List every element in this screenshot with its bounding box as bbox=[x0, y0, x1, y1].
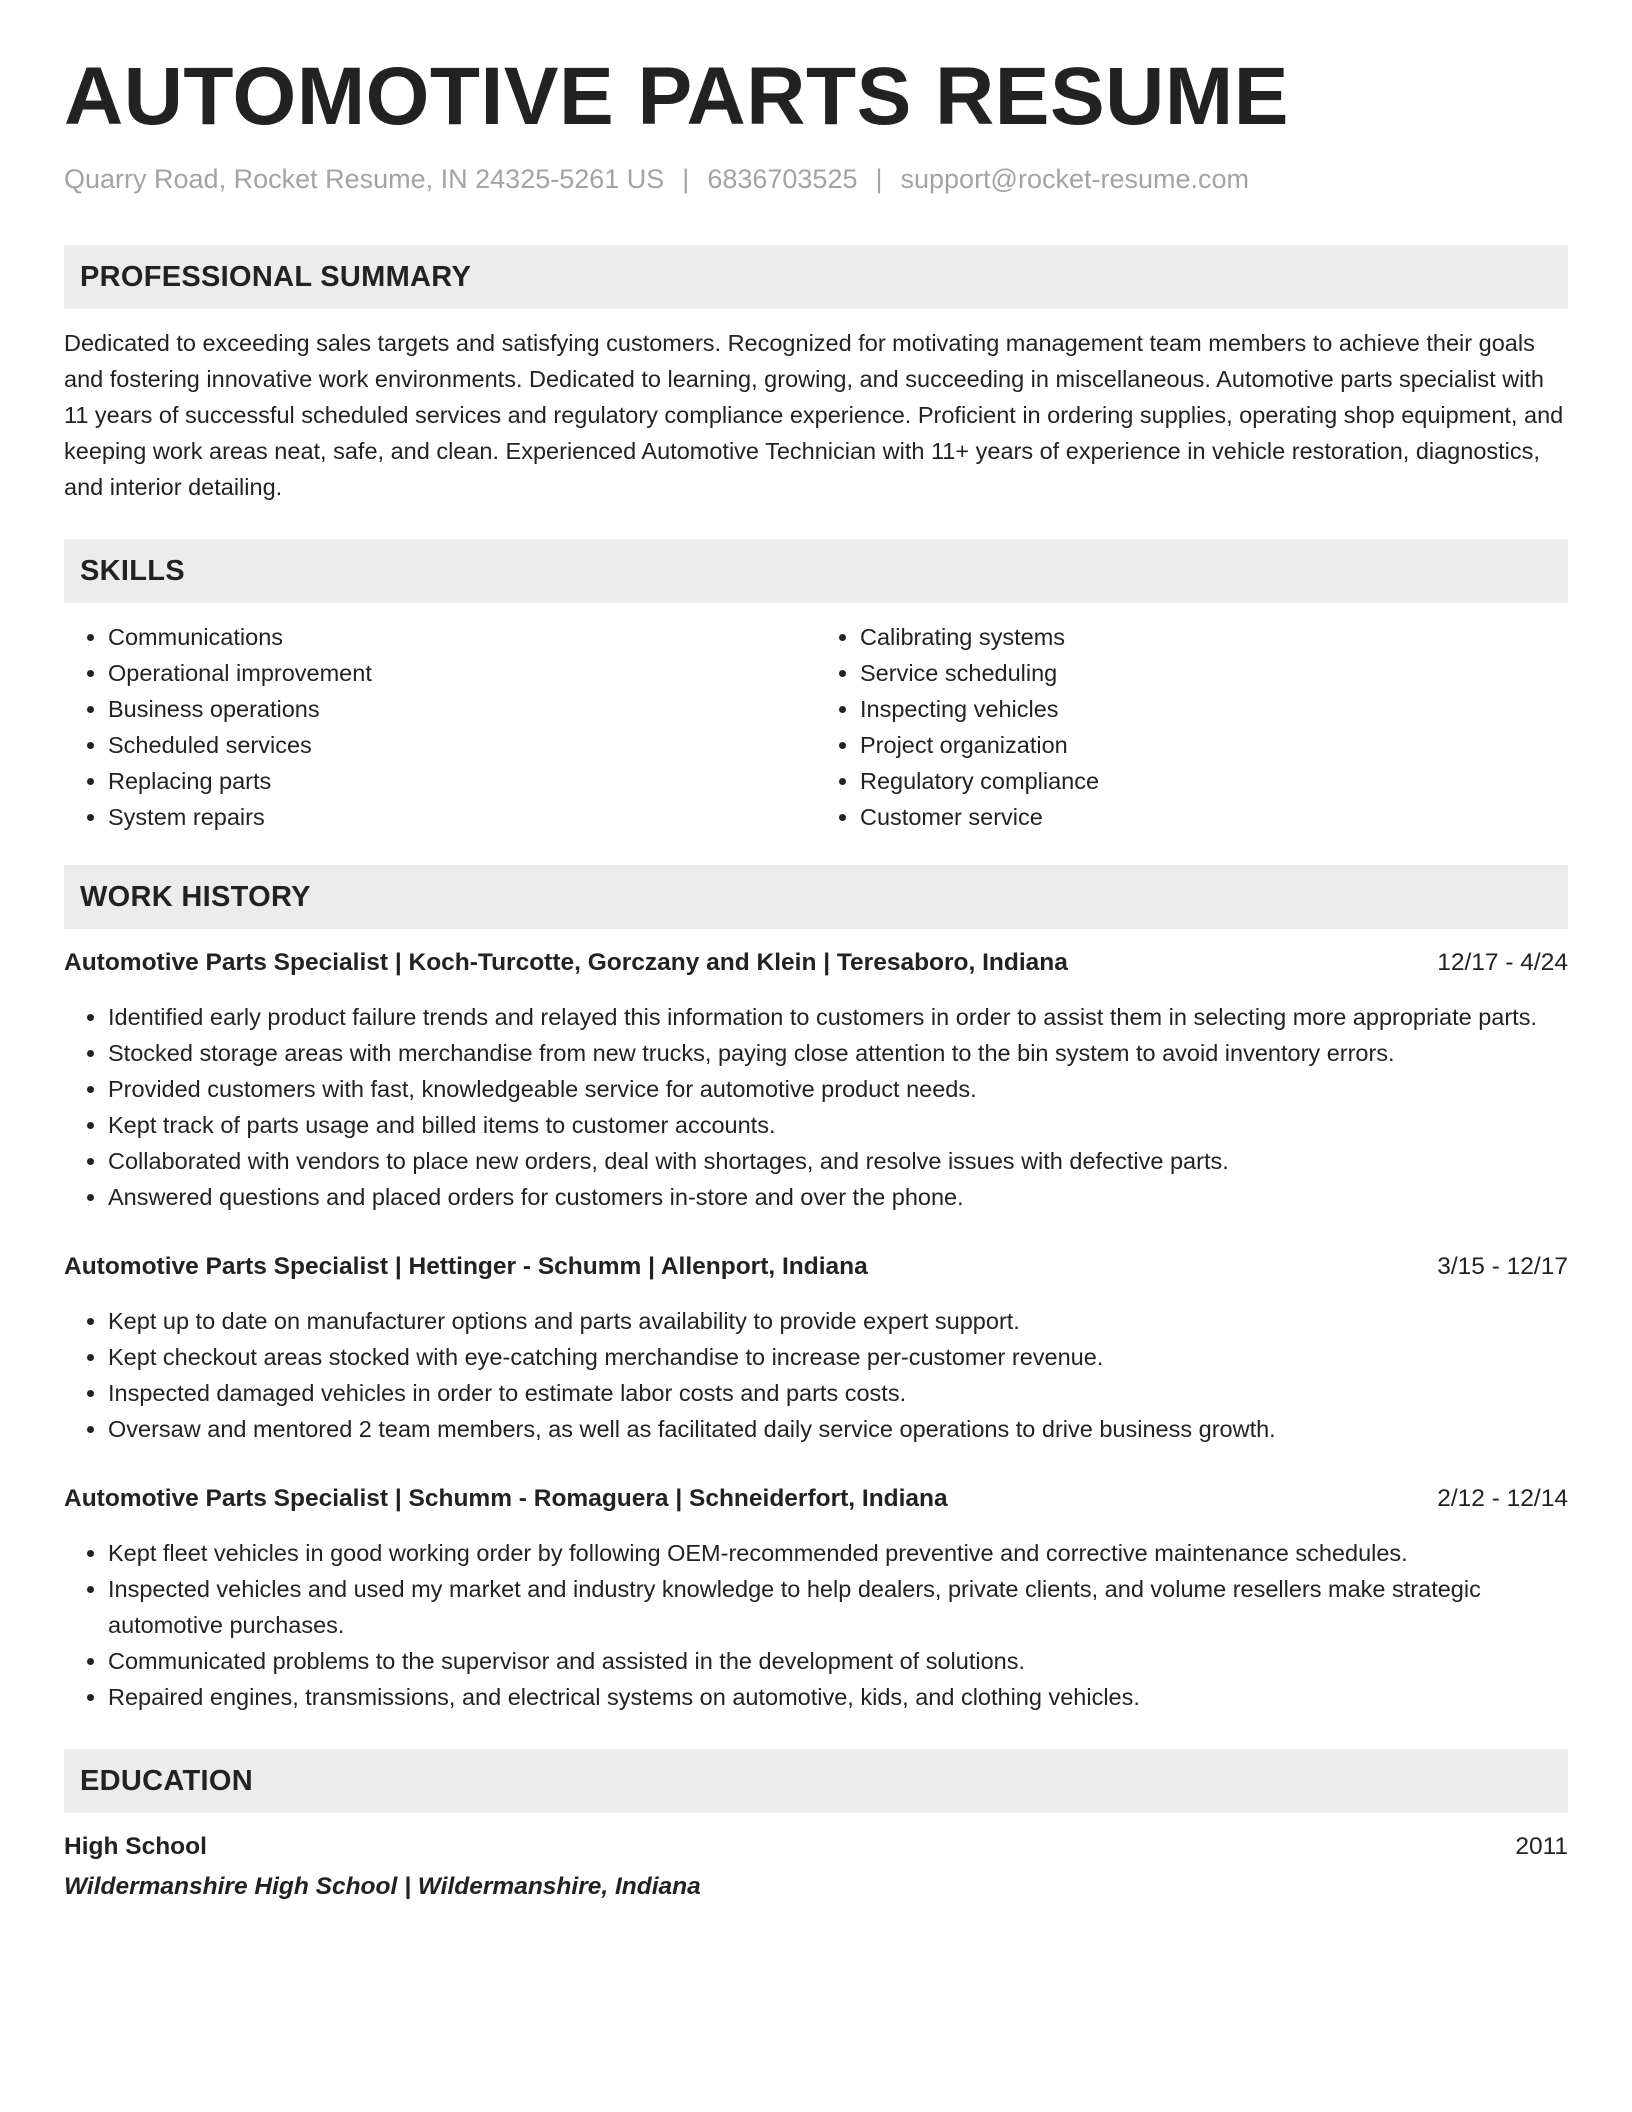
education-degree: High School bbox=[64, 1833, 207, 1860]
contact-address: Quarry Road, Rocket Resume, IN 24325-5261 US bbox=[64, 164, 665, 194]
job-bullets bbox=[64, 999, 1568, 1215]
skill-item: • Calibrating systems bbox=[860, 619, 1568, 655]
skills-columns bbox=[64, 619, 1568, 835]
job-title: Automotive Parts Specialist | Hettinger - Schumm | Allenport, Indiana bbox=[64, 1253, 868, 1280]
job-bullet: • Repaired engines, transmissions, and electrical systems on automotive, kids, and clothing vehicles. bbox=[108, 1679, 1568, 1715]
skill-item: • Scheduled services bbox=[108, 727, 816, 763]
skill-item: • System repairs bbox=[108, 799, 816, 835]
skill-item: • Customer service bbox=[860, 799, 1568, 835]
job-dates: 12/17 - 4/24 bbox=[1437, 949, 1568, 976]
skills-list-left bbox=[64, 619, 816, 835]
contact-email: support@rocket-resume.com bbox=[900, 164, 1250, 194]
skill-item: • Operational improvement bbox=[108, 655, 816, 691]
job-bullet: • Collaborated with vendors to place new orders, deal with shortages, and resolve issues with defective parts. bbox=[108, 1143, 1568, 1179]
job-bullet: • Inspected vehicles and used my market and industry knowledge to help dealers, private clients, and volume resellers make strategic automotive purchases. bbox=[108, 1571, 1568, 1643]
contact-line bbox=[64, 164, 1568, 195]
summary-text: Dedicated to exceeding sales targets and satisfying customers. Recognized for motivating management team members to achieve their goals and fostering innovative work environments. Dedicated to learning, growing, and succeeding in miscellaneous. Automotive parts specialist with 11 years of successful scheduled services and regulatory compliance experience. Proficient in ordering supplies, operating shop equipment, and keeping work areas neat, safe, and clean. Experienced Automotive Technician with 11+ years of experience in vehicle restoration, diagnostics, and interior detailing. bbox=[64, 330, 1564, 500]
skill-item: • Business operations bbox=[108, 691, 816, 727]
job-bullets bbox=[64, 1303, 1568, 1447]
job-bullet: • Stocked storage areas with merchandise from new trucks, paying close attention to the bin system to avoid inventory errors. bbox=[108, 1035, 1568, 1071]
contact-separator: | bbox=[682, 164, 690, 194]
job-header bbox=[64, 945, 1568, 981]
education-year: 2011 bbox=[1515, 1833, 1568, 1860]
education-heading: EDUCATION bbox=[64, 1749, 1568, 1813]
work-history-heading: WORK HISTORY bbox=[64, 865, 1568, 929]
summary-heading: PROFESSIONAL SUMMARY bbox=[64, 245, 1568, 309]
skills-heading: SKILLS bbox=[64, 539, 1568, 603]
job-bullet: • Inspected damaged vehicles in order to estimate labor costs and parts costs. bbox=[108, 1375, 1568, 1411]
job-title: Automotive Parts Specialist | Schumm - Romaguera | Schneiderfort, Indiana bbox=[64, 1485, 948, 1512]
education-header bbox=[64, 1829, 1568, 1865]
job-entry bbox=[64, 1481, 1568, 1715]
contact-phone: 6836703525 bbox=[707, 164, 858, 194]
job-entry bbox=[64, 1249, 1568, 1447]
skill-item: • Project organization bbox=[860, 727, 1568, 763]
job-bullets bbox=[64, 1535, 1568, 1715]
job-entry bbox=[64, 945, 1568, 1215]
job-header bbox=[64, 1249, 1568, 1285]
job-dates: 3/15 - 12/17 bbox=[1437, 1253, 1568, 1280]
job-bullet: • Kept checkout areas stocked with eye-catching merchandise to increase per-customer revenue. bbox=[108, 1339, 1568, 1375]
job-bullet: • Kept track of parts usage and billed items to customer accounts. bbox=[108, 1107, 1568, 1143]
job-bullet: • Communicated problems to the supervisor and assisted in the development of solutions. bbox=[108, 1643, 1568, 1679]
job-bullet: • Kept up to date on manufacturer options and parts availability to provide expert support. bbox=[108, 1303, 1568, 1339]
job-dates: 2/12 - 12/14 bbox=[1437, 1485, 1568, 1512]
contact-separator: | bbox=[875, 164, 883, 194]
skill-item: • Inspecting vehicles bbox=[860, 691, 1568, 727]
skill-item: • Replacing parts bbox=[108, 763, 816, 799]
education-school: Wildermanshire High School | Wildermanshire, Indiana bbox=[64, 1873, 701, 1900]
skill-item: • Communications bbox=[108, 619, 816, 655]
job-bullet: • Oversaw and mentored 2 team members, as well as facilitated daily service operations to drive business growth. bbox=[108, 1411, 1568, 1447]
skill-item: • Regulatory compliance bbox=[860, 763, 1568, 799]
job-title: Automotive Parts Specialist | Koch-Turcotte, Gorczany and Klein | Teresaboro, Indiana bbox=[64, 949, 1068, 976]
job-bullet: • Identified early product failure trends and relayed this information to customers in order to assist them in selecting more appropriate parts. bbox=[108, 999, 1568, 1035]
job-bullet: • Kept fleet vehicles in good working order by following OEM-recommended preventive and corrective maintenance schedules. bbox=[108, 1535, 1568, 1571]
skills-list-right bbox=[816, 619, 1568, 835]
skill-item: • Service scheduling bbox=[860, 655, 1568, 691]
job-header bbox=[64, 1481, 1568, 1517]
resume-title: AUTOMOTIVE PARTS RESUME bbox=[64, 51, 1289, 142]
job-bullet: • Provided customers with fast, knowledgeable service for automotive product needs. bbox=[108, 1071, 1568, 1107]
job-bullet: • Answered questions and placed orders for customers in-store and over the phone. bbox=[108, 1179, 1568, 1215]
